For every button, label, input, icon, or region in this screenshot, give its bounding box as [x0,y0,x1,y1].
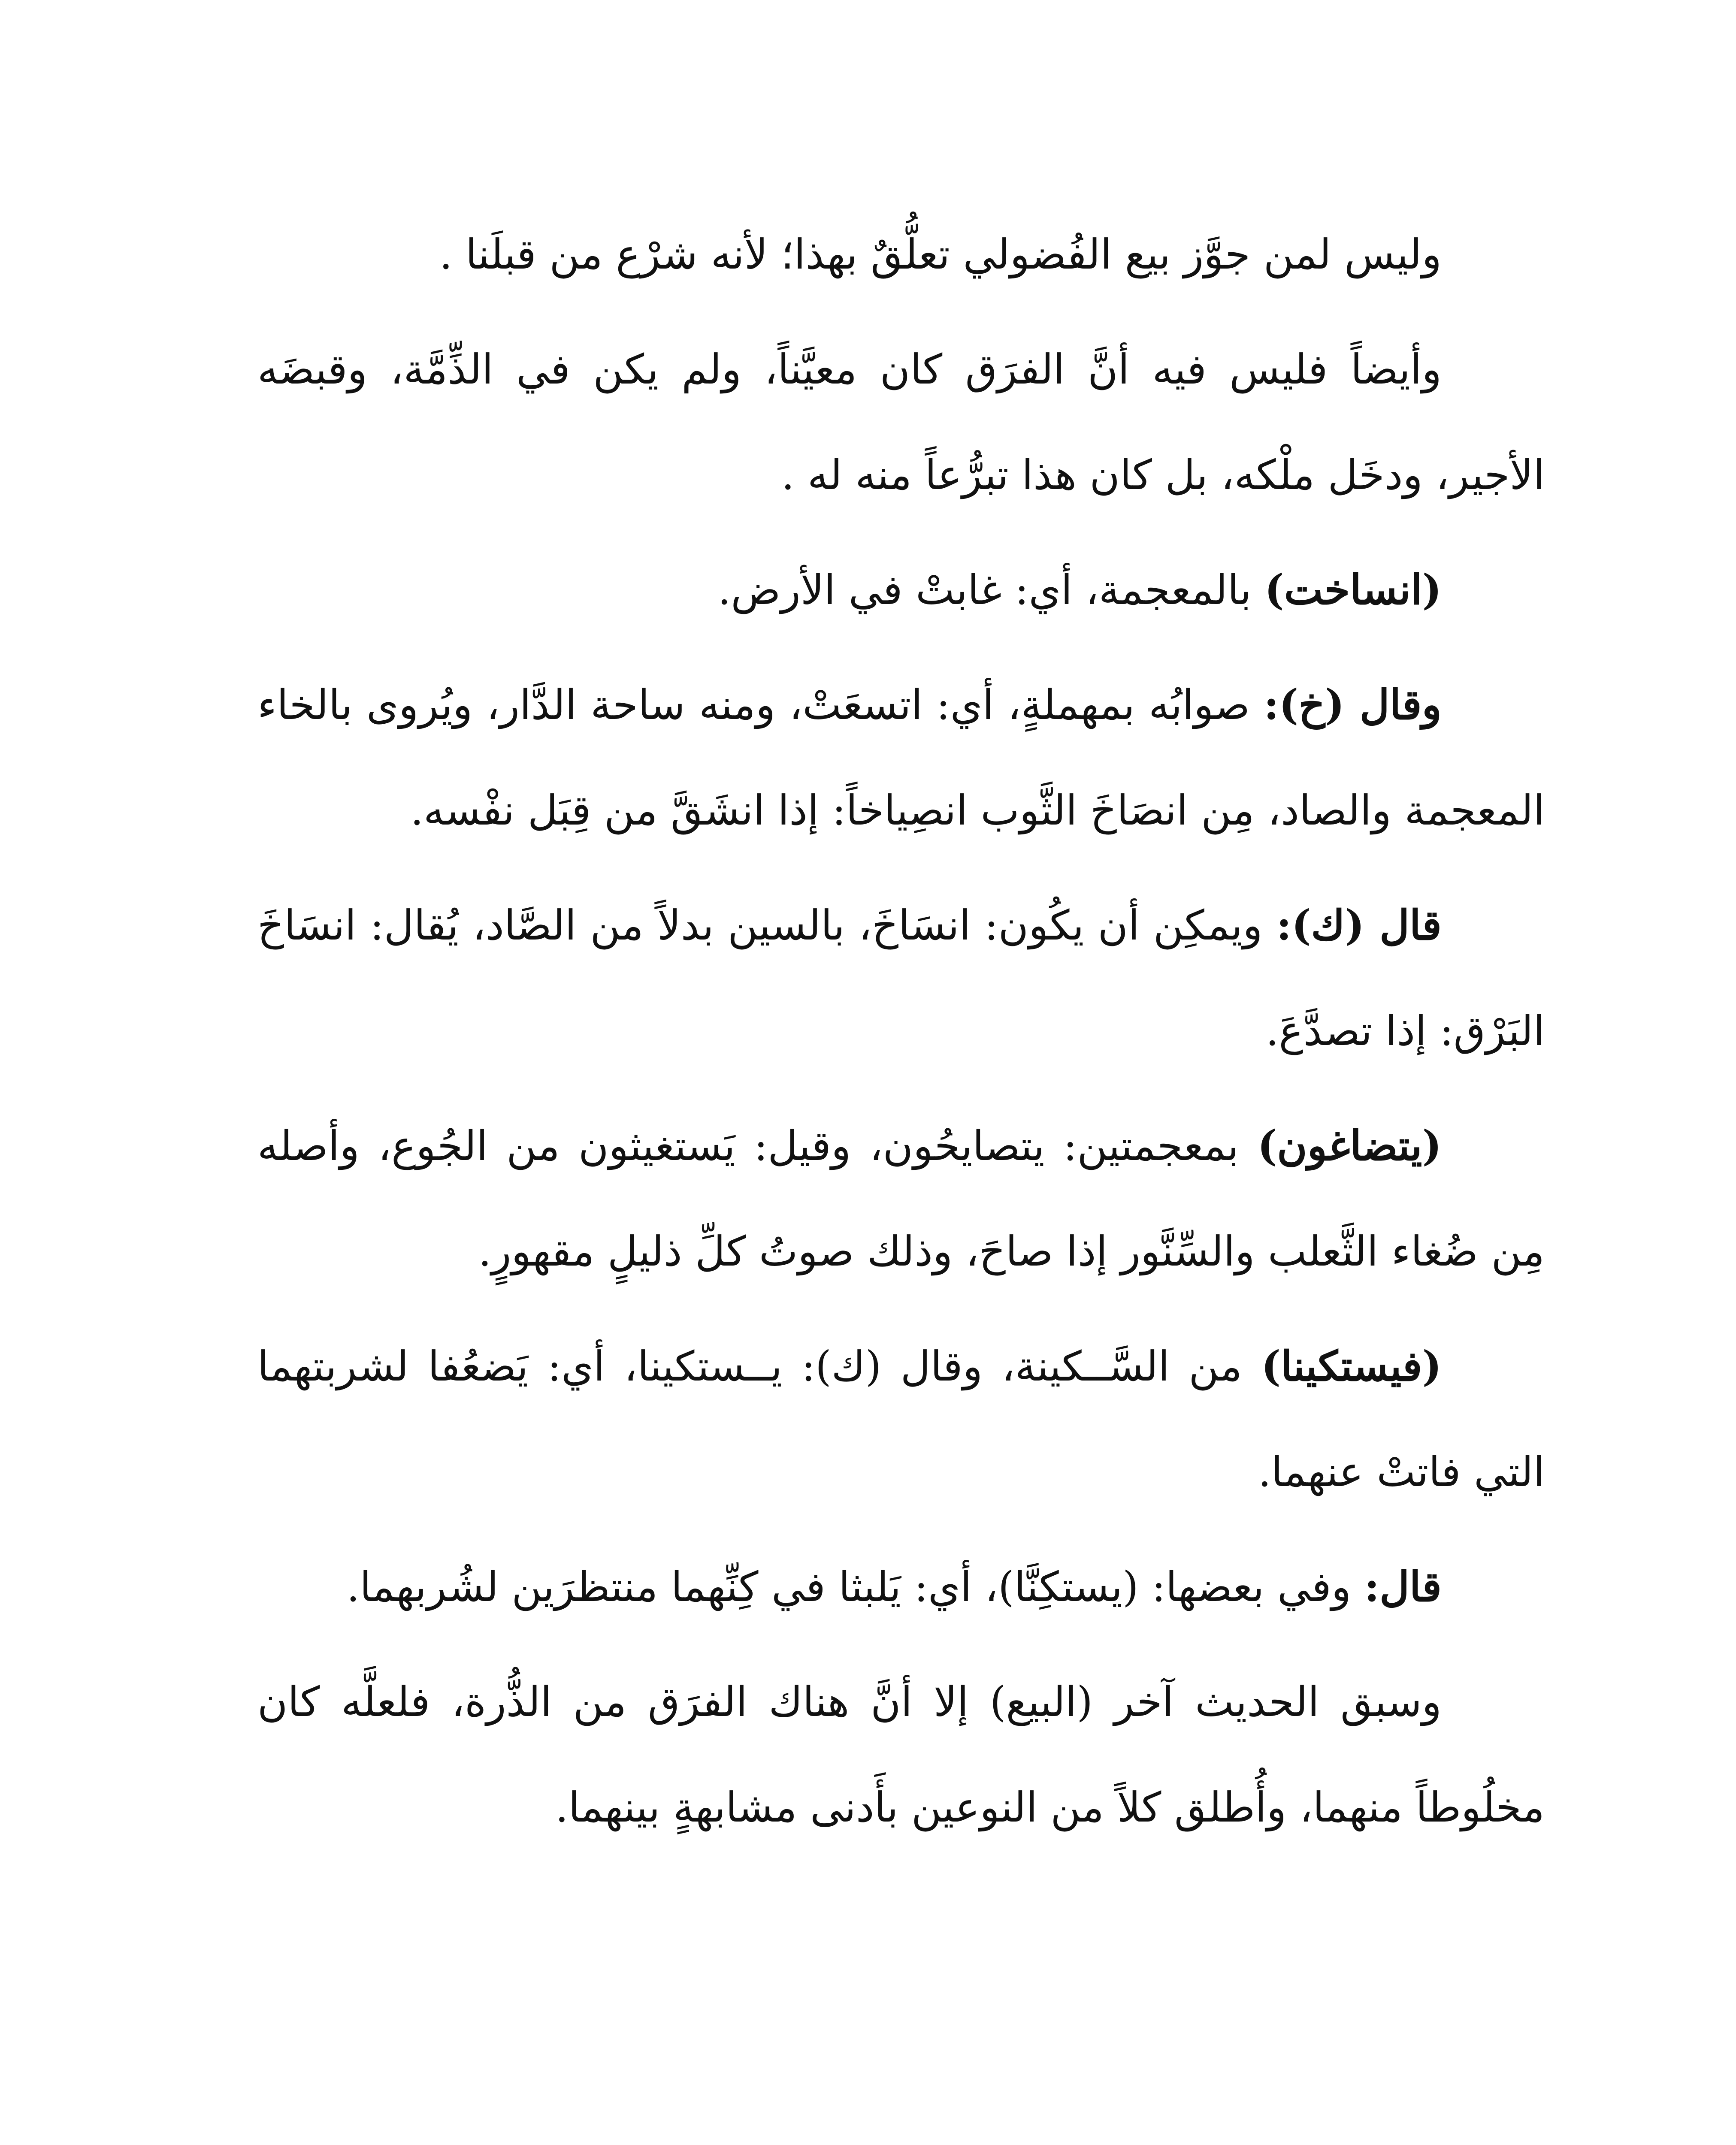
paragraph-lead: وقال (خ): [1264,680,1442,729]
paragraph-text: صوابُه بمهملةٍ، أي: اتسعَتْ، ومنه ساحة الدَّار، ويُروى بالخاء المعجمة والصاد، مِن انصَاخَ الثَّوب انصِياخاً: إذا انشَقَّ من قِبَل نفْسه. [257,681,1545,834]
paragraph-lead: (يتضاغون) [1257,1121,1442,1170]
paragraph-9 [257,1649,1545,1860]
paragraph-5 [257,873,1545,1084]
paragraph-8 [257,1534,1545,1640]
paragraph-lead: (فيستكينا) [1261,1342,1442,1390]
paragraph-text: من السَّــكينة، وقال (ك): يــستكينا، أي: يَضعُفا لشربتهما التي فاتتْ عنهما. [257,1342,1545,1496]
paragraph-7 [257,1314,1545,1525]
paragraph-text: وأيضاً فليس فيه أنَّ الفرَق كان معيَّناً، ولم يكن في الذِّمَّة، وقبضَه الأجير، ودخَل ملْكه، بل كان هذا تبرُّعاً منه له . [257,345,1545,499]
paragraph-text: بمعجمتين: يتصايحُون، وقيل: يَستغيثون من الجُوع، وأصله مِن ضُغاء الثَّعلب والسِّنَّور إذا صاحَ، وذلك صوتُ كلِّ ذليلٍ مقهورٍ. [257,1122,1545,1275]
paragraph-2 [257,317,1545,528]
paragraph-text: ويمكِن أن يكُون: انسَاخَ، بالسين بدلاً من الصَّاد، يُقال: انسَاخَ البَرْق: إذا تصدَّعَ. [257,901,1545,1055]
paragraph-text: وفي بعضها: (يستكِنَّا)، أي: يَلبثا في كِنِّهما منتظرَين لشُربهما. [346,1563,1364,1611]
paragraph-text: وسبق الحديث آخر (البيع) إلا أنَّ هناك الفرَق من الذُّرة، فلعلَّه كان مخلُوطاً منهما، وأُطلق كلاً من النوعين بأَدنى مشابهةٍ بينهما. [257,1678,1545,1831]
paragraph-6 [257,1093,1545,1304]
paragraph-3 [257,537,1545,643]
paragraph-4 [257,652,1545,863]
paragraph-text: وليس لمن جوَّز بيع الفُضولي تعلُّقٌ بهذا؛ لأنه شرْع من قبلَنا . [439,230,1442,278]
paragraph-text: بالمعجمة، أي: غابتْ في الأرض. [717,566,1265,614]
paragraph-lead: قال (ك): [1276,901,1442,949]
paragraph-lead: قال: [1364,1562,1442,1611]
paragraph-1 [257,202,1545,307]
paragraph-lead: (انساخت) [1264,565,1442,614]
body-text [257,202,1545,1860]
